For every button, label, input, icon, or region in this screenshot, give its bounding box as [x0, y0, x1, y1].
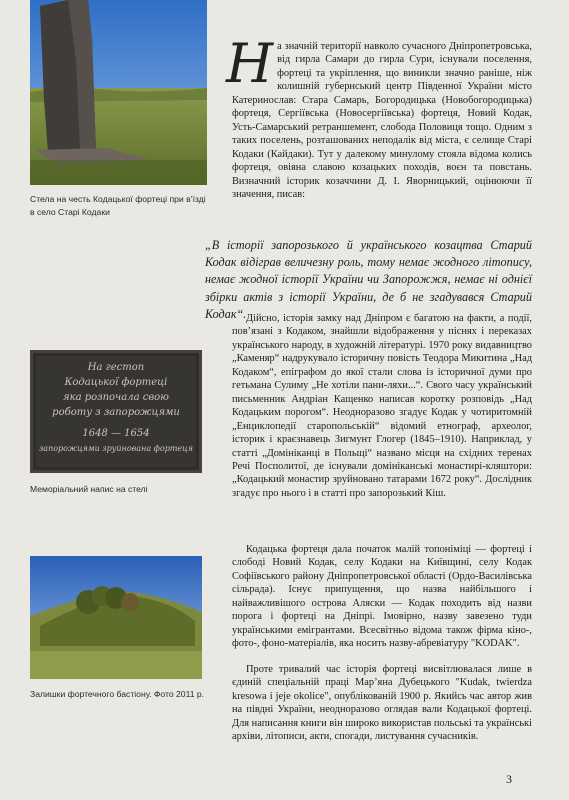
yavornytsky-quote: „В історії запорозького й українського козацтва Старий Кодак відіграв величезну роль, тому немає жодного літопису, немає жодної історії України чи Запорожжя, немає ні однієї збірки актів з історії України, де б не згадувався Старий Кодак“.: [205, 238, 532, 321]
intro-paragraph: [226, 32, 532, 201]
bastion-caption: Залишки фортечного бастіону. Фото 2011 р.: [30, 689, 205, 699]
stele-caption: Стела на честь Кодацької фортеці при в’їзді в село Старі Кодаки: [30, 194, 206, 217]
page-number: 3: [506, 772, 512, 786]
bastion-image: [30, 556, 202, 679]
paragraph-toponymy: Кодацька фортеця дала початок малій топоніміці — фортеці і слободі Новий Кодак, селу Кодаки на Київщині, селу Кодак Софіївського району Дніпропетровської області (Ордо-Василівська сільрада). Існує припущення, що назва найбільшого і найважливішого острова Аляски — Кодак походить від назви порога і фортеці на Дніпрі. Імовірно, назву завезено туди українськими емігрантами. Всесвітньо відома також фірма кіно-, фото-, фоно-матеріалів, яка носить назву-абревіатуру "KODAK".: [232, 544, 532, 650]
plaque-line: Кодацької фортеці: [64, 377, 168, 388]
plaque-line: роботу з запорожцями: [52, 407, 180, 418]
plaque-line: 1648 — 1654: [82, 428, 150, 439]
stele-photo: [30, 0, 207, 185]
plaque-line: яка розпочала свою: [62, 392, 169, 403]
inscription-caption: Меморіальний напис на стелі: [30, 484, 148, 494]
inscription-photo: [30, 350, 202, 473]
bastion-photo: [30, 556, 202, 679]
plaque-line: запорожцями зруйнована фортеця: [38, 444, 194, 453]
paragraph-history: Дійсно, історія замку над Дніпром є багатою на факти, а події, пов’язані з Кодаком, знайшли відображення у піснях і переказах українського народу, в художній літературі. 1970 року видавництво „Каменяр“ надрукувало історичну повість Теодора Микитина „Над Кодаком“, епіграфом до якої стали слова із історичної думи про гетьмана Сулиму „Не хотіли пани-ляхи...“. Свого часу український письменник Андріан Кащенко написав коротку розповідь „Над Кодацьким порогом“. Неодноразово згадує Кодак у чотиритомній „Енциклопедії старопольській“ відомий етнограф, археолог, історик і краєзнавець Зигмунт Глогер (1845–1910). Наприклад, у статті „Домініканці в Польщі“ названо місця на східних теренах Речі Посполитої, де існували домініканські монастирі-кляштори: „Кодацький монастир зруйновано татарами 1672 року“. Дослідник згадує про нього і в статті про запорозький Кіш.: [232, 313, 532, 499]
intro-text: а значній території навколо сучасного Дніпропетровська, від гирла Самари до гирла Сури, існували поселення, фортеці та укріплення, що виникли значно раніше, ніж колишній губернський центр Південної України місто Катеринослав: Стара Самарь, Богородицька (Новобогородицька) фортеця, Сергіївська (Новосергіївська) фортеця, Новий Кодак, Усть-Самарський ретраншемент, слобода Половиця тощо. Одним з таких поселень, розташованих неподалік від міста, є селище Старі Кодаки (Кайдаки). Тут у далекому минулому стояла відома колись фортеця, овіяна славою козацьких походів, воєн та повстань. Визначний історик козаччини Д. І. Яворницький, оцінюючи її значення, писав:: [232, 41, 532, 200]
stele-image: [30, 0, 207, 185]
drop-cap: Н: [226, 32, 274, 95]
paragraph-dubetsky: Проте тривалий час історія фортеці висвітлювалася лише в єдиній спеціальній праці Мар’яна Дубецького "Kudak, twierdza kresowa i jeje okolice", опублікованій 1900 р. Якийсь час автор жив на півдні України, неодноразово оглядав вали Кодацької фортеці. Для написання книги він широко використав польські та українські архіви, літописи, акти, спогади, листування сучасників.: [232, 664, 532, 743]
plaque-line: На гестоп: [87, 362, 145, 373]
